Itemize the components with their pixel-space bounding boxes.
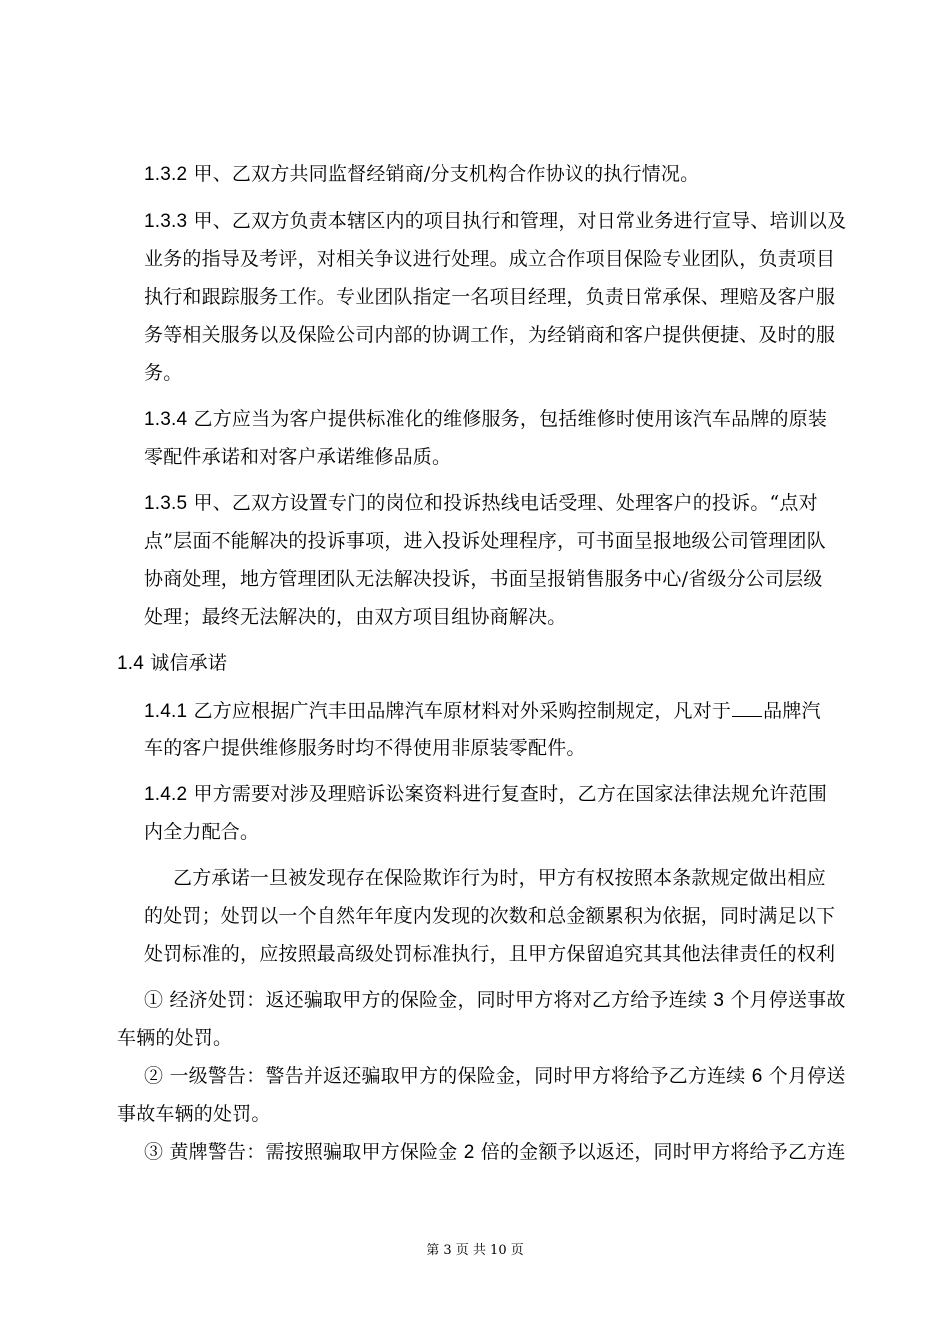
penalty-item-1: [144, 988, 846, 1013]
clause-number: 1.4.2: [144, 784, 188, 805]
clause-text: 乙方应当为客户提供标准化的维修服务，包括维修时使用该汽车品牌的原装: [193, 408, 828, 430]
clause-text-line: 处理；最终无法解决的，由双方项目组协商解决。: [144, 606, 567, 628]
penalty-item-2: [144, 1064, 846, 1089]
penalty-marker: ③: [144, 1141, 164, 1163]
commitment-paragraph-line: 乙方承诺一旦被发现存在保险欺诈行为时，甲方有权按照本条款规定做出相应: [173, 867, 826, 889]
penalty-text: 个月停送事故: [730, 989, 846, 1011]
clause-text: 甲、乙双方共同监督经销商/分支机构合作协议的执行情况。: [193, 163, 700, 185]
penalty-text-line: 车辆的处罚。: [117, 1027, 233, 1049]
clause-1-4-1: [144, 698, 821, 724]
clause-number: 1.3.2: [144, 164, 188, 185]
clause-text: 甲、乙双方设置专门的岗位和投诉热线电话受理、处理客户的投诉。“点对: [193, 492, 818, 514]
clause-text-line: 点”层面不能解决的投诉事项，进入投诉处理程序，可书面呈报地级公司管理团队: [144, 530, 826, 552]
clause-text: 品牌汽: [763, 700, 821, 722]
clause-number: 1.3.3: [144, 211, 188, 232]
clause-1-3-3: [144, 209, 846, 234]
penalty-marker: ②: [144, 1065, 164, 1087]
clause-text: 甲、乙双方负责本辖区内的项目执行和管理，对日常业务进行宣导、培训以及: [193, 210, 847, 232]
penalty-item-3: [144, 1140, 846, 1165]
penalty-text: 经济处罚：返还骗取甲方的保险金，同时甲方将对乙方给予连续: [169, 989, 708, 1011]
clause-text-line: 车的客户提供维修服务时均不得使用非原装零配件。: [144, 737, 586, 759]
clause-1-3-2: [144, 162, 699, 187]
section-title: 诚信承诺: [150, 652, 228, 674]
penalty-text-line: 事故车辆的处罚。: [117, 1103, 271, 1125]
page-footer: 第 3 页 共 10 页: [426, 1243, 524, 1258]
commitment-paragraph-line: 的处罚；处罚以一个自然年年度内发现的次数和总金额累积为依据，同时满足以下: [144, 905, 836, 927]
clause-1-3-4: [144, 407, 827, 432]
clause-text-line: 业务的指导及考评，对相关争议进行处理。成立合作项目保险专业团队，负责项目: [144, 248, 836, 270]
clause-1-4-2: [144, 782, 827, 807]
clause-text-line: 内全力配合。: [144, 821, 260, 843]
section-number: 1.4: [117, 653, 145, 674]
commitment-paragraph-line: 处罚标准的，应按照最高级处罚标准执行，且甲方保留追究其其他法律责任的权利: [144, 943, 836, 965]
clause-text-line: 协商处理，地方管理团队无法解决投诉，书面呈报销售服务中心/省级分公司层级: [144, 568, 823, 590]
clause-number: 1.3.4: [144, 409, 188, 430]
clause-text: 甲方需要对涉及理赔诉讼案资料进行复查时，乙方在国家法律法规允许范围: [193, 783, 828, 805]
fill-in-blank: [732, 698, 762, 717]
clause-text: 乙方应根据广汽丰田品牌汽车原材料对外采购控制规定，凡对于: [193, 700, 732, 722]
penalty-text: 倍的金额予以返还，同时甲方将给予乙方连: [480, 1141, 846, 1163]
section-heading-1-4: [117, 651, 227, 676]
penalty-number: 2: [463, 1142, 475, 1163]
clause-number: 1.3.5: [144, 493, 188, 514]
clause-text-line: 零配件承诺和对客户承诺维修品质。: [144, 446, 452, 468]
penalty-text: 黄牌警告：需按照骗取甲方保险金: [169, 1141, 458, 1163]
penalty-text: 个月停送: [768, 1065, 846, 1087]
penalty-number: 6: [751, 1066, 763, 1087]
penalty-number: 3: [713, 990, 725, 1011]
clause-text-line: 务。: [144, 362, 183, 384]
clause-1-3-5: [144, 491, 818, 516]
clause-number: 1.4.1: [144, 701, 188, 722]
penalty-marker: ①: [144, 989, 164, 1011]
penalty-text: 一级警告：警告并返还骗取甲方的保险金，同时甲方将给予乙方连续: [169, 1065, 746, 1087]
clause-text-line: 执行和跟踪服务工作。专业团队指定一名项目经理，负责日常承保、理赔及客户服: [144, 286, 836, 308]
clause-text-line: 务等相关服务以及保险公司内部的协调工作，为经销商和客户提供便捷、及时的服: [144, 324, 836, 346]
